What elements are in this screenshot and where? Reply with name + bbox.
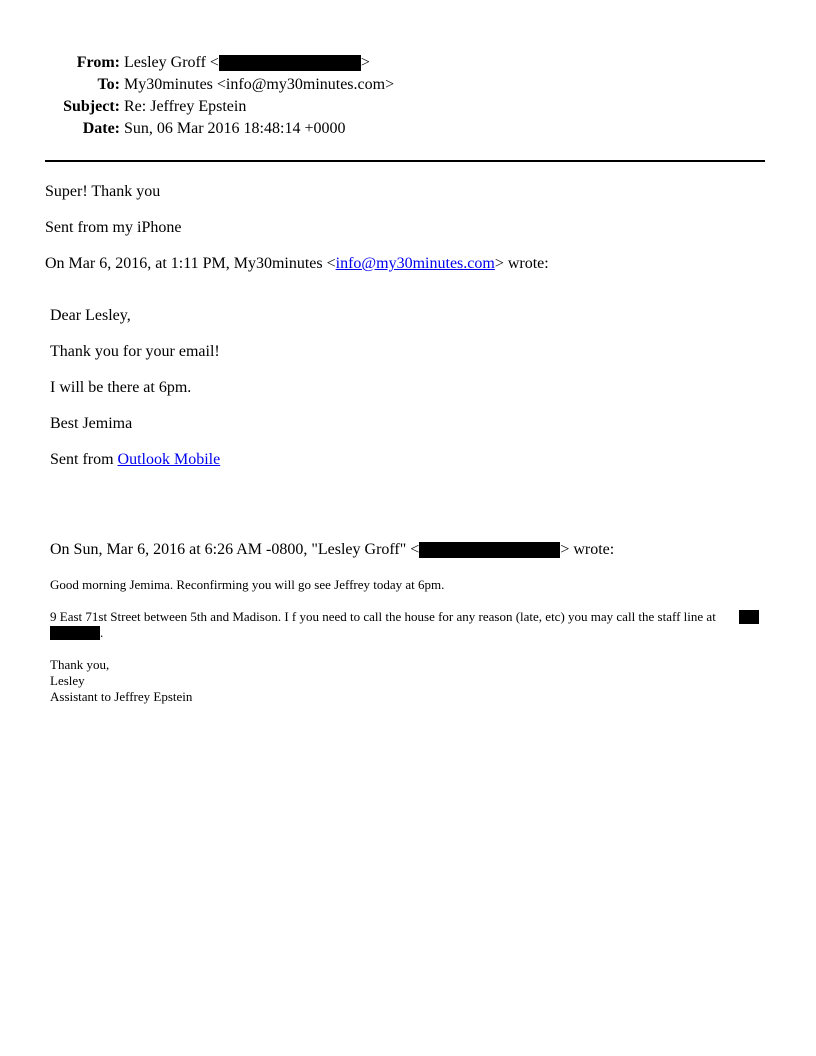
header-divider [45,160,765,162]
redaction-block [50,626,100,640]
attribution-suffix: > wrote: [560,541,615,558]
from-label: From: [76,54,120,71]
reply-signature: Sent from my iPhone [45,219,182,236]
quoted2-closing: Thank you, [50,657,110,672]
from-close: > [360,54,370,71]
quoted-signoff: Best Jemima [50,415,133,432]
quoted-arrival: I will be there at 6pm. [50,379,192,396]
from-name: Lesley Groff < [124,54,219,71]
date-value: Sun, 06 Mar 2016 18:48:14 +0000 [124,120,346,137]
quoted-thanks: Thank you for your email! [50,343,220,360]
quoted-sent-from [50,450,220,470]
sent-from-prefix: Sent from [50,451,118,468]
quoted2-name: Lesley [50,673,85,688]
email-link[interactable]: info@my30minutes.com [335,255,495,272]
quoted2-para-2: 9 East 71st Street between 5th and Madison. I f you need to call the house for any reason (late, etc) you may call the staff line at [50,609,716,624]
quoted2-para-1: Good morning Jemima. Reconfirming you will go see Jeffrey today at 6pm. [50,577,445,592]
outlook-mobile-link[interactable]: Outlook Mobile [117,451,221,468]
reply-quote-attribution [45,254,549,274]
quoted2-attribution [50,540,614,560]
attribution-prefix: On Sun, Mar 6, 2016 at 6:26 AM -0800, "Lesley Groff" < [50,541,420,558]
subject-label: Subject: [63,98,120,115]
to-value: My30minutes <info@my30minutes.com> [124,76,395,93]
to-label: To: [97,76,120,93]
quoted2-para-2-end: . [100,625,104,640]
quote-suffix: > wrote: [494,255,549,272]
redaction-block [219,55,361,71]
quoted-greeting: Dear Lesley, [50,307,131,324]
date-label: Date: [82,120,120,137]
quoted2-title: Assistant to Jeffrey Epstein [50,689,193,704]
subject-value: Re: Jeffrey Epstein [124,98,247,115]
from-value [124,52,370,74]
redaction-block [419,542,560,558]
quote-prefix: On Mar 6, 2016, at 1:11 PM, My30minutes < [45,255,336,272]
redaction-block [739,610,759,624]
reply-line-1: Super! Thank you [45,183,161,200]
